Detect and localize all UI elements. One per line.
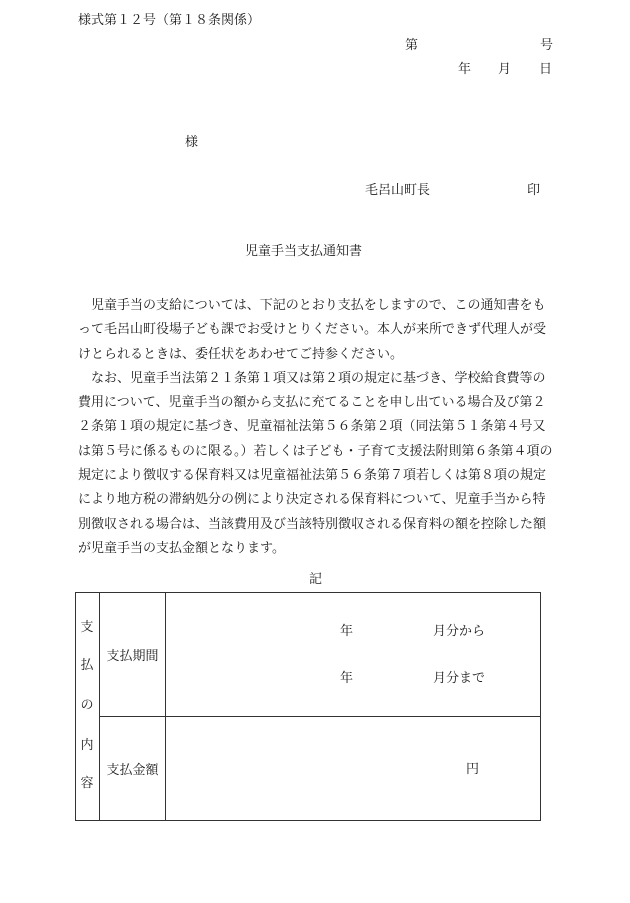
section-label-char: 支: [80, 620, 94, 635]
period-value-cell: [166, 593, 541, 717]
issuer-name: 毛呂山町長: [365, 183, 431, 198]
form-number: 様式第１２号（第１８条関係）: [78, 13, 261, 28]
amount-value-cell: [166, 717, 541, 821]
period-label-cell: [100, 593, 166, 717]
period-to-year: 年: [340, 671, 354, 686]
payment-period-row: [76, 593, 541, 717]
addressee-honorific: 様: [185, 135, 199, 150]
period-label: 支払期間: [106, 649, 159, 664]
section-label-char: 内: [80, 738, 94, 753]
notice-paragraph-1: 児童手当の支給については、下記のとおり支払をしますので、この通知書をもって毛呂山町役場子ども課でお受けとりください。本人が来所できず代理人が受けとられるときは、委任状をあわせてご持参ください。: [78, 298, 547, 362]
payment-amount-row: [76, 717, 541, 821]
document-number-suffix: 号: [540, 38, 554, 53]
date-year-label: 年: [458, 62, 472, 77]
amount-label: 支払金額: [106, 763, 159, 778]
seal-mark: 印: [527, 183, 541, 198]
period-from-month: 月分から: [433, 624, 486, 639]
section-label-vertical: [75, 592, 99, 820]
payment-details-table: [75, 592, 541, 821]
notice-paragraph-2: なお、児童手当法第２１条第１項又は第２項の規定に基づき、学校給食費等の費用について、児童手当の額から支払に充てることを申し出ている場合及び第２２条第１項の規定に基づき、児童福祉法第５６条第２項（同法第５１条第４号又は第５号に係るものに限る。）若しくは子ども・子育て支援法附則第６条第４項の規定により徴収する保育料又は児童福祉法第５６条第７項若しくは第８項の規定により地方税の滞納処分の例により決定される保育料について、児童手当から特別徴収される場合は、当該費用及び当該特別徴収される保育料の額を控除した額が児童手当の支払金額となります。: [78, 370, 553, 556]
section-label-char: 容: [80, 776, 94, 791]
date-day-label: 日: [539, 62, 553, 77]
document-number-prefix: 第: [405, 38, 419, 53]
amount-unit: 円: [466, 762, 480, 777]
period-to-month: 月分まで: [433, 671, 486, 686]
document-title: 児童手当支払通知書: [245, 244, 363, 259]
section-label-char: の: [80, 698, 94, 713]
period-from-year: 年: [340, 624, 354, 639]
section-label-char: 払: [80, 658, 94, 673]
ki-heading: 記: [309, 572, 323, 587]
notice-body: [78, 294, 558, 561]
date-month-label: 月: [498, 62, 512, 77]
amount-label-cell: [100, 717, 166, 821]
